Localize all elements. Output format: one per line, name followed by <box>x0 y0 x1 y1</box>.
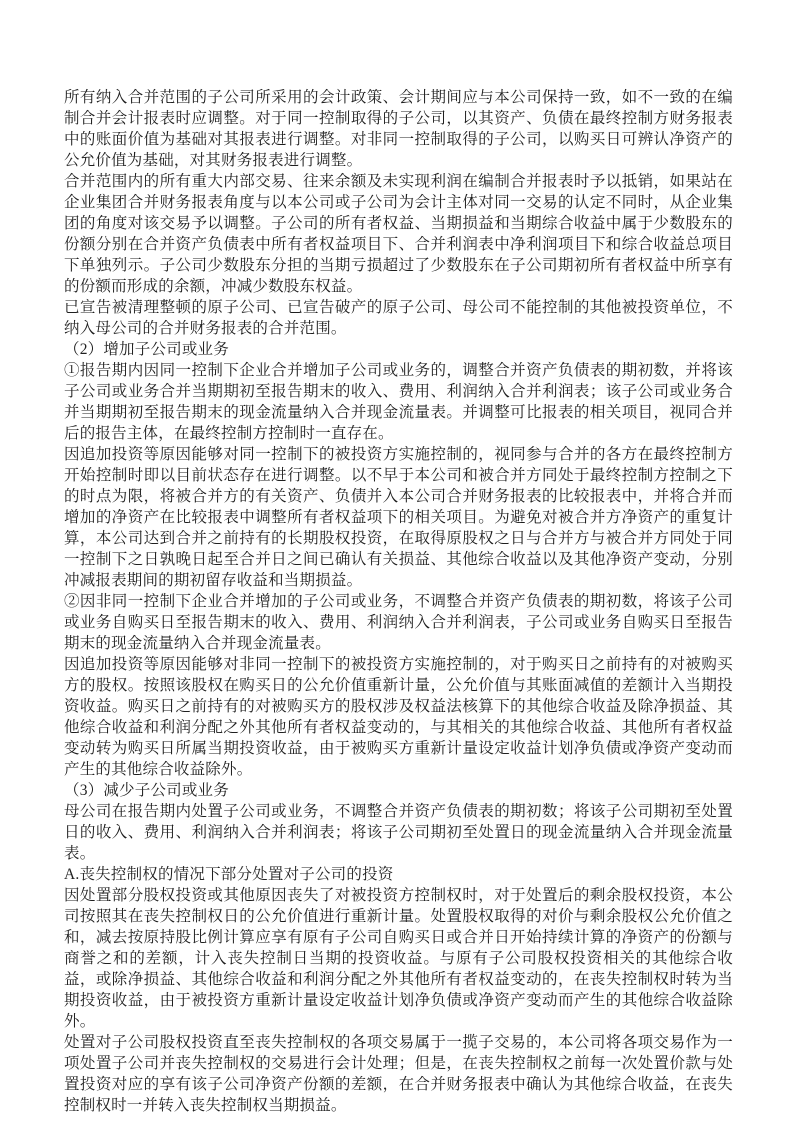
paragraph: 已宣告被清理整顿的原子公司、已宣告破产的原子公司、母公司不能控制的其他被投资单位，不纳入母公司的合并财务报表的合并范围。 <box>64 299 733 337</box>
section-heading: （3）减少子公司或业务 <box>64 782 229 799</box>
paragraph: 处置对子公司股权投资直至丧失控制权的各项交易属于一揽子交易的，本公司将各项交易作为一项处置子公司并丧失控制权的交易进行会计处理；但是，在丧失控制权之前每一次处置价款与处置投资对应的享有该子公司净资产份额的差额，在合并财务报表中确认为其他综合收益，在丧失控制权时一并转入丧失控制权当期损益。 <box>64 1034 733 1114</box>
paragraph: 母公司在报告期内处置子公司或业务，不调整合并资产负债表的期初数；将该子公司期初至处置日的收入、费用、利润纳入合并利润表；将该子公司期初至处置日的现金流量纳入合并现金流量表。 <box>64 803 733 862</box>
document-content <box>64 87 733 1116</box>
paragraph: 因追加投资等原因能够对非同一控制下的被投资方实施控制的，对于购买日之前持有的对被购买方的股权。按照该股权在购买日的公允价值重新计量，公允价值与其账面减值的差额计入当期投资收益。购买日之前持有的对被购买方的股权涉及权益法核算下的其他综合收益及除净损益、其他综合收益和利润分配之外其他所有者权益变动的，与其相关的其他综合收益、其他所有者权益变动转为购买日所属当期投资收益，由于被购买方重新计量设定收益计划净负债或净资产变动而产生的其他综合收益除外。 <box>64 656 733 778</box>
paragraph: 所有纳入合并范围的子公司所采用的会计政策、会计期间应与本公司保持一致，如不一致的在编制合并会计报表时应调整。对于同一控制取得的子公司，以其资产、负债在最终控制方财务报表中的账面价值为基础对其报表进行调整。对非同一控制取得的子公司，以购买日可辨认净资产的公允价值为基础，对其财务报表进行调整。 <box>64 89 733 169</box>
section-heading: （2）增加子公司或业务 <box>64 341 229 358</box>
section-heading: A.丧失控制权的情况下部分处置对子公司的投资 <box>64 866 394 883</box>
paragraph: ①报告期内因同一控制下企业合并增加子公司或业务的，调整合并资产负债表的期初数，并将该子公司或业务合并当期期初至报告期末的收入、费用、利润纳入合并利润表；该子公司或业务合并当期期初至报告期末的现金流量纳入合并现金流量表。并调整可比报表的相关项目，视同合并后的报告主体，在最终控制方控制时一直存在。 <box>64 362 733 442</box>
paragraph: 合并范围内的所有重大内部交易、往来余额及未实现利润在编制合并报表时予以抵销，如果站在企业集团合并财务报表角度与以本公司或子公司为会计主体对同一交易的认定不同时，从企业集团的角度对该交易予以调整。子公司的所有者权益、当期损益和当期综合收益中属于少数股东的份额分别在合并资产负债表中所有者权益项目下、合并利润表中净利润项目下和综合收益总项目下单独列示。子公司少数股东分担的当期亏损超过了少数股东在子公司期初所有者权益中所享有的份额而形成的余额，冲减少数股东权益。 <box>64 173 733 295</box>
paragraph: ②因非同一控制下企业合并增加的子公司或业务，不调整合并资产负债表的期初数，将该子公司或业务自购买日至报告期末的收入、费用、利润纳入合并利润表，子公司或业务自购买日至报告期末的现金流量纳入合并现金流量表。 <box>64 593 733 652</box>
paragraph: 因处置部分股权投资或其他原因丧失了对被投资方控制权时，对于处置后的剩余股权投资，本公司按照其在丧失控制权日的公允价值进行重新计量。处置股权取得的对价与剩余股权公允价值之和，减去按原持股比例计算应享有原有子公司自购买日或合并日开始持续计算的净资产的份额与商誉之和的差额，计入丧失控制日当期的投资收益。与原有子公司股权投资相关的其他综合收益，或除净损益、其他综合收益和利润分配之外其他所有者权益变动的，在丧失控制权时转为当期投资收益，由于被投资方重新计量设定收益计划净负债或净资产变动而产生的其他综合收益除外。 <box>64 887 733 1030</box>
paragraph: 因追加投资等原因能够对同一控制下的被投资方实施控制的，视同参与合并的各方在最终控制方开始控制时即以目前状态存在进行调整。以不早于本公司和被合并方同处于最终控制方控制之下的时点为限，将被合并方的有关资产、负债并入本公司合并财务报表的比较报表中，并将合并而增加的净资产在比较报表中调整所有者权益项下的相关项目。为避免对被合并方净资产的重复计算，本公司达到合并之前持有的长期股权投资，在取得原股权之日与合并方与被合并方同处于同一控制下之日孰晚日起至合并日之间已确认有关损益、其他综合收益以及其他净资产变动，分别冲减报表期间的期初留存收益和当期损益。 <box>64 446 733 589</box>
